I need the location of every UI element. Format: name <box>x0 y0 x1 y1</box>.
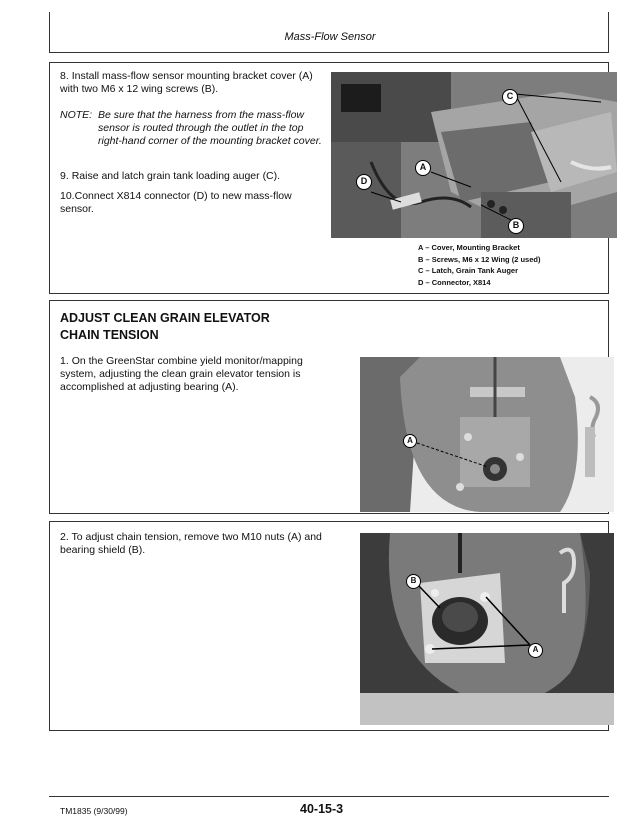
photo-adjusting-bearing-graphic <box>360 357 614 512</box>
step-2-text: To adjust chain tension, remove two M10 nuts (A) and bearing shield (B). <box>60 531 322 556</box>
photo-adjusting-bearing <box>360 357 614 512</box>
legend-item-a: A – Cover, Mounting Bracket <box>418 243 520 252</box>
step-10-number: 10. <box>60 190 75 202</box>
photo-bearing-shield-graphic <box>360 533 614 725</box>
section-heading <box>60 310 340 344</box>
step-8 <box>60 70 320 96</box>
step-1-number: 1. <box>60 355 69 367</box>
step-10-text: Connect X814 connector (D) to new mass-flow sensor. <box>60 190 292 215</box>
note-label: NOTE: <box>60 109 93 121</box>
step-8-number: 8. <box>60 70 69 82</box>
step-9-number: 9. <box>60 170 69 182</box>
note-text: Be sure that the harness from the mass-flow sensor is routed through the outlet in the top right-hand corner of the mounting bracket cover. <box>98 109 322 147</box>
step-10 <box>60 190 320 216</box>
step-8-text: Install mass-flow sensor mounting bracket cover (A) with two M6 x 12 wing screws (B). <box>60 70 313 95</box>
header-rule-bottom <box>49 52 609 53</box>
callout-a-nuts: A <box>528 643 543 658</box>
step-1 <box>60 355 335 394</box>
note-block <box>60 109 330 148</box>
section-heading-line-1: ADJUST CLEAN GRAIN ELEVATOR <box>60 311 270 325</box>
callout-a: A <box>415 160 431 176</box>
step-2 <box>60 531 330 557</box>
callout-a-bearing: A <box>403 434 417 448</box>
callout-c: C <box>502 89 518 105</box>
step-9-text: Raise and latch grain tank loading auger (C). <box>71 170 281 182</box>
step-9 <box>60 170 330 183</box>
legend-item-b: B – Screws, M6 x 12 Wing (2 used) <box>418 254 541 264</box>
footer-page-number: 40-15-3 <box>300 802 344 816</box>
step-2-number: 2. <box>60 531 69 543</box>
page-title: Mass-Flow Sensor <box>284 31 376 43</box>
section-heading-line-2: CHAIN TENSION <box>60 328 159 342</box>
photo-bearing-shield <box>360 533 614 725</box>
step-1-text: On the GreenStar combine yield monitor/mapping system, adjusting the clean grain elevator tension is accomplished at adjusting bearing (A). <box>60 355 303 393</box>
callout-b-shield: B <box>406 574 421 589</box>
figure-legend <box>418 242 608 288</box>
footer-rule <box>49 796 609 797</box>
photo-mass-flow-sensor <box>331 72 617 238</box>
legend-item-c: C – Latch, Grain Tank Auger <box>418 266 519 275</box>
callout-b: B <box>508 218 524 234</box>
footer-doc-id: TM1835 (9/30/99) <box>60 806 128 816</box>
callout-d: D <box>356 174 372 190</box>
photo-mass-flow-sensor-graphic <box>331 72 617 238</box>
legend-item-d: D – Connector, X814 <box>418 277 491 287</box>
